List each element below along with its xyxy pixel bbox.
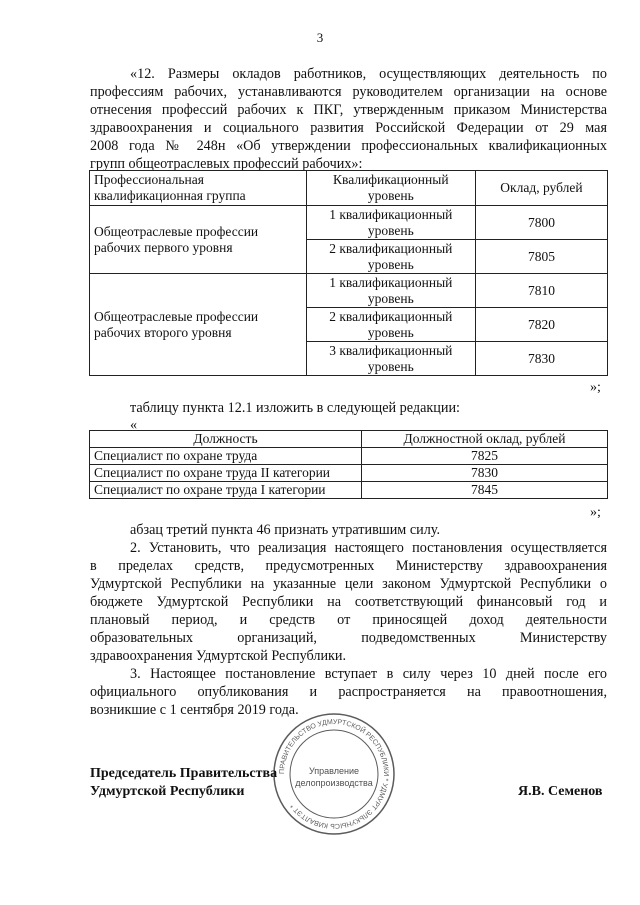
clause3-line-2: официального опубликования и распространяется на правоотношения, xyxy=(90,684,607,700)
clause2-line-4: бюджете Удмуртской Республики на соответствующий финансовый год и xyxy=(90,594,607,610)
level-cell: 3 квалификационный уровень xyxy=(306,342,475,376)
salary-cell: 7830 xyxy=(475,342,607,376)
table1-close-quote: »; xyxy=(590,380,601,395)
group-name: Общеотраслевые профессии рабочих второго уровня xyxy=(90,274,307,376)
signature-name: Я.В. Семенов xyxy=(518,784,603,799)
clause2-line-3: Удмуртской Республики на указанные цели законом Удмуртской Республики о xyxy=(90,576,607,592)
salary-cell: 7805 xyxy=(475,240,607,274)
header-salary: Оклад, рублей xyxy=(475,171,607,206)
header-group: Профессиональная квалификационная группа xyxy=(90,171,307,206)
clause2-line-2: в пределах средств, предусмотренных Министерству здравоохранения xyxy=(90,558,607,574)
clause2-line-6: образовательных организаций, подведомственных Министерству xyxy=(90,630,607,646)
table-header-row xyxy=(90,431,608,448)
salary-cell: 7830 xyxy=(362,465,608,482)
position-cell: Специалист по охране труда II категории xyxy=(90,465,362,482)
stamp-ring-text: ПРАВИТЕЛЬСТВО УДМУРТСКОЙ РЕСПУБЛИКИ * УДМУРТ ЭЛЬКУНЫСЬ КИВАЛТЭТ * xyxy=(278,718,390,830)
table-row xyxy=(90,448,608,465)
position-salary-table xyxy=(89,430,608,499)
signature-title-line-2: Удмуртской Республики xyxy=(90,784,245,799)
clause2-line-7: здравоохранения Удмуртской Республики. xyxy=(90,648,347,664)
clause3-line-3: возникшие с 1 сентября 2019 года. xyxy=(90,702,299,718)
table-row xyxy=(90,206,608,240)
page-number: 3 xyxy=(316,30,324,45)
open-quote: « xyxy=(130,417,138,433)
salary-cell: 7825 xyxy=(362,448,608,465)
signature-title-line-1: Председатель Правительства xyxy=(90,766,278,781)
abzac-text: абзац третий пункта 46 признать утратившим силу. xyxy=(130,522,441,538)
stamp-center-line-1: Управление xyxy=(308,766,360,776)
table-row xyxy=(90,482,608,499)
header-salary: Должностной оклад, рублей xyxy=(362,431,608,448)
header-level: Квалификационный уровень xyxy=(306,171,475,206)
salary-cell: 7845 xyxy=(362,482,608,499)
stamp-center-line-2: делопроизводства xyxy=(295,778,373,788)
table-intro: таблицу пункта 12.1 изложить в следующей редакции: xyxy=(130,400,460,416)
intro-line-3: отнесения профессий рабочих к ПКГ, утвержденным приказом Министерства xyxy=(90,102,607,118)
salary-cell: 7800 xyxy=(475,206,607,240)
level-cell: 1 квалификационный уровень xyxy=(306,206,475,240)
table-header-row xyxy=(90,171,608,206)
table2-close-quote: »; xyxy=(590,505,601,520)
intro-line-6: групп общеотраслевых профессий рабочих»: xyxy=(90,156,363,172)
position-cell: Специалист по охране труда xyxy=(90,448,362,465)
level-cell: 2 квалификационный уровень xyxy=(306,308,475,342)
clause2-line-1: 2. Установить, что реализация настоящего постановления осуществляется xyxy=(130,540,607,556)
intro-line-1: «12. Размеры окладов работников, осуществляющих деятельность по xyxy=(130,66,607,82)
intro-line-2: профессиям рабочих, устанавливаются руководителем организации на основе xyxy=(90,84,607,100)
header-position: Должность xyxy=(90,431,362,448)
position-cell: Специалист по охране труда I категории xyxy=(90,482,362,499)
intro-line-5: 2008 года № 248н «Об утверждении профессиональных квалификационных xyxy=(90,138,607,154)
table-row xyxy=(90,274,608,308)
clause2-line-5: плановый период, и средств от приносящей доход деятельности xyxy=(90,612,607,628)
group-name: Общеотраслевые профессии рабочих первого уровня xyxy=(90,206,307,274)
intro-line-4: здравоохранения и социального развития Российской Федерации от 29 мая xyxy=(90,120,607,136)
table-row xyxy=(90,465,608,482)
salary-cell: 7810 xyxy=(475,274,607,308)
clause3-line-1: 3. Настоящее постановление вступает в силу через 10 дней после его xyxy=(130,666,607,682)
pkg-salary-table xyxy=(89,170,608,376)
level-cell: 1 квалификационный уровень xyxy=(306,274,475,308)
salary-cell: 7820 xyxy=(475,308,607,342)
official-stamp xyxy=(272,712,396,836)
level-cell: 2 квалификационный уровень xyxy=(306,240,475,274)
